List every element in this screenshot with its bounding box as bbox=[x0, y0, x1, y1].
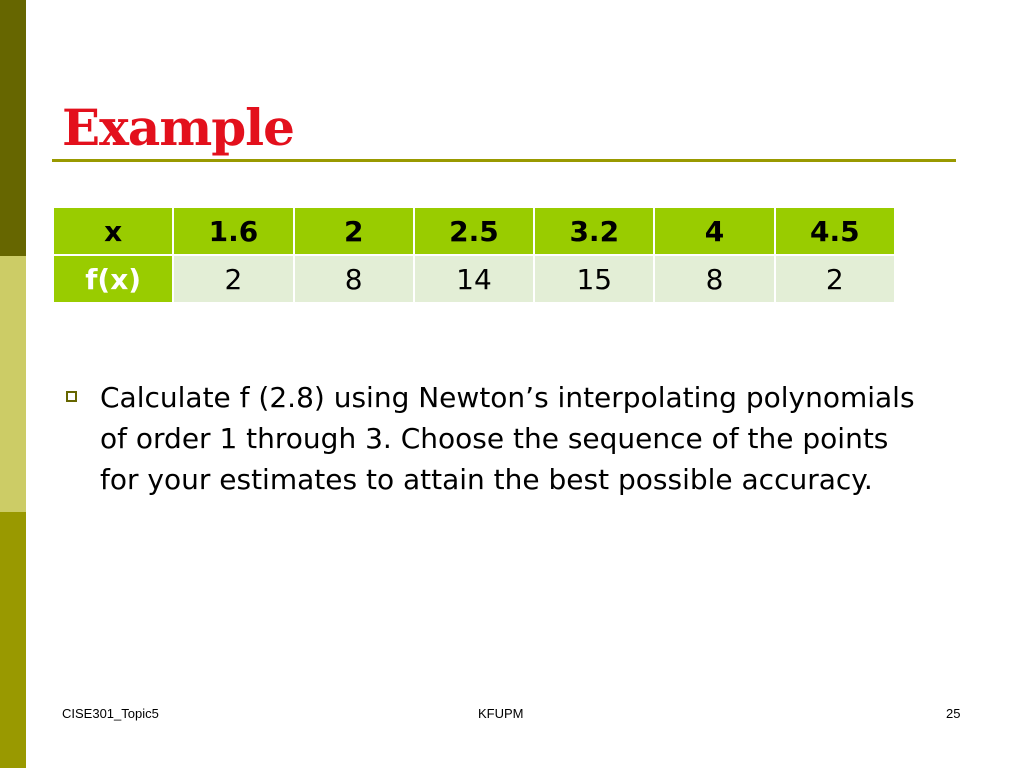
slide-title: Example bbox=[62, 98, 294, 157]
sidebar-band-light bbox=[0, 256, 26, 512]
sidebar-band-dark bbox=[0, 0, 26, 256]
x-value-cell: 3.2 bbox=[534, 207, 654, 255]
x-value-cell: 2 bbox=[294, 207, 414, 255]
square-bullet-icon bbox=[66, 391, 77, 402]
footer-institution: KFUPM bbox=[478, 706, 524, 721]
fx-value-cell: 14 bbox=[414, 255, 534, 303]
footer-course-label: CISE301_Topic5 bbox=[62, 706, 159, 721]
x-row-header: x bbox=[53, 207, 173, 255]
fx-value-cell: 8 bbox=[294, 255, 414, 303]
title-underline bbox=[52, 159, 956, 162]
fx-value-cell: 2 bbox=[775, 255, 895, 303]
x-value-cell: 1.6 bbox=[173, 207, 293, 255]
footer-page-number: 25 bbox=[946, 706, 961, 721]
data-table bbox=[52, 206, 896, 304]
fx-row-header: f(x) bbox=[53, 255, 173, 303]
fx-value-cell: 8 bbox=[654, 255, 774, 303]
decorative-sidebar bbox=[0, 0, 26, 768]
sidebar-band-olive bbox=[0, 512, 26, 768]
x-row bbox=[53, 207, 895, 255]
x-value-cell: 4.5 bbox=[775, 207, 895, 255]
fx-value-cell: 15 bbox=[534, 255, 654, 303]
x-value-cell: 4 bbox=[654, 207, 774, 255]
fx-value-cell: 2 bbox=[173, 255, 293, 303]
fx-row bbox=[53, 255, 895, 303]
x-value-cell: 2.5 bbox=[414, 207, 534, 255]
bullet-text: Calculate f (2.8) using Newton’s interpolating polynomials of order 1 through 3. Choose the sequence of the points for your estimates to attain the best possible accuracy. bbox=[100, 381, 915, 496]
